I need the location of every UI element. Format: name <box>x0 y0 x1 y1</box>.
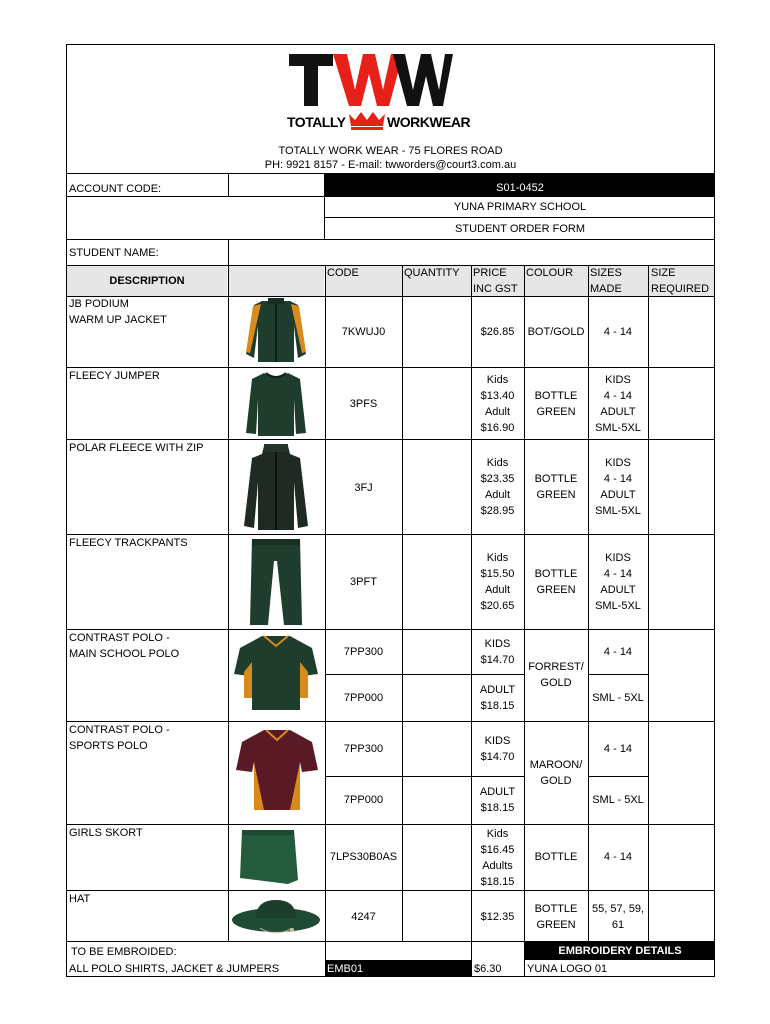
item-colour: BOTTLE GREEN <box>534 568 578 596</box>
embroidery-details-value: YUNA LOGO 01 <box>527 963 608 975</box>
column-sizes-made: SIZES MADE <box>590 267 622 295</box>
trackpants-image <box>244 537 308 627</box>
item-description: FLEECY TRACKPANTS <box>69 537 188 549</box>
account-code-field[interactable] <box>228 173 325 196</box>
item-description: CONTRAST POLO - MAIN SCHOOL POLO <box>69 632 180 660</box>
item-code: 7KWUJ0 <box>341 326 386 338</box>
size-required-input[interactable] <box>649 891 714 941</box>
skort-image <box>236 828 302 886</box>
item-sizes: KIDS 4 - 14 ADULT SML-5XL <box>595 457 641 517</box>
size-required-input[interactable] <box>649 535 714 629</box>
item-description: CONTRAST POLO - SPORTS POLO <box>69 724 170 752</box>
polar-fleece-image <box>234 442 318 530</box>
hat-image <box>230 894 324 940</box>
quantity-input[interactable] <box>403 440 471 534</box>
embroidery-label: TO BE EMBROIDED: <box>71 946 177 958</box>
item-sizes: KIDS 4 - 14 ADULT SML-5XL <box>595 374 641 434</box>
item-sizes: KIDS 4 - 14 ADULT SML-5XL <box>595 552 641 612</box>
item-colour: FORREST/ GOLD <box>528 661 584 689</box>
item-price-kids: KIDS $14.70 <box>480 638 515 666</box>
item-colour: BOTTLE GREEN <box>534 903 578 931</box>
company-contact: PH: 9921 8157 - E-mail: twworders@court3.com.au <box>264 159 517 171</box>
quantity-input[interactable] <box>403 777 471 824</box>
item-description: JB PODIUM WARM UP JACKET <box>69 298 167 326</box>
quantity-input[interactable] <box>403 297 471 367</box>
item-code-kids: 7PP300 <box>343 646 384 658</box>
quantity-input[interactable] <box>403 535 471 629</box>
item-sizes-adult: SML - 5XL <box>592 692 644 704</box>
quantity-input[interactable] <box>403 891 471 941</box>
item-sizes-kids: 4 - 14 <box>603 646 633 658</box>
item-description: HAT <box>69 893 91 905</box>
embroidery-code: EMB01 <box>327 963 364 975</box>
item-price: $26.85 <box>480 326 515 338</box>
item-description: FLEECY JUMPER <box>69 370 160 382</box>
item-price: Kids $23.35 Adult $28.95 <box>480 457 515 517</box>
item-price: Kids $13.40 Adult $16.90 <box>480 374 515 434</box>
jacket-image <box>236 296 316 364</box>
size-required-input[interactable] <box>649 825 714 890</box>
item-price-adult: ADULT $18.15 <box>479 786 516 814</box>
item-colour: MAROON/ GOLD <box>529 759 583 787</box>
item-colour: BOTTLE <box>534 851 578 863</box>
item-description: POLAR FLEECE WITH ZIP <box>69 442 204 454</box>
item-code: 7LPS30B0AS <box>329 851 398 863</box>
quantity-input[interactable] <box>403 675 471 721</box>
item-code-adult: 7PP000 <box>343 692 384 704</box>
item-code: 3PFT <box>350 576 377 588</box>
quantity-input[interactable] <box>403 368 471 439</box>
account-code-label: ACCOUNT CODE: <box>69 183 162 195</box>
school-name: YUNA PRIMARY SCHOOL <box>453 201 587 213</box>
size-required-input[interactable] <box>649 440 714 534</box>
item-price-adult: ADULT $18.15 <box>479 684 516 712</box>
column-quantity: QUANTITY <box>404 267 460 279</box>
quantity-input[interactable] <box>403 630 471 674</box>
item-colour: BOT/GOLD <box>527 326 585 338</box>
item-sizes-adult: SML - 5XL <box>592 794 644 806</box>
form-title: STUDENT ORDER FORM <box>455 223 585 235</box>
item-sizes: 55, 57, 59, 61 <box>592 903 644 931</box>
jumper-image <box>236 369 316 437</box>
size-required-input[interactable] <box>649 297 714 367</box>
column-colour: COLOUR <box>526 267 574 279</box>
item-code-adult: 7PP000 <box>343 794 384 806</box>
company-logo <box>285 52 471 134</box>
item-colour: BOTTLE GREEN <box>534 473 578 501</box>
item-price: $12.35 <box>480 911 515 923</box>
item-price: Kids $15.50 Adult $20.65 <box>480 552 515 612</box>
logo-sub-left: TOTALLY <box>287 114 346 130</box>
size-required-input[interactable] <box>649 722 714 824</box>
embroidery-quantity-input[interactable] <box>402 942 471 960</box>
column-code: CODE <box>327 267 359 279</box>
quantity-input[interactable] <box>403 825 471 890</box>
column-description: DESCRIPTION <box>109 275 185 287</box>
account-code-value-field[interactable] <box>66 196 325 239</box>
embroidery-price: $6.30 <box>474 963 502 975</box>
item-description: GIRLS SKORT <box>69 827 143 839</box>
item-code: 4247 <box>351 911 376 923</box>
column-size-required: SIZE REQUIRED <box>651 267 710 295</box>
item-price: Kids $16.45 Adults $18.15 <box>480 828 515 888</box>
item-sizes: 4 - 14 <box>603 851 633 863</box>
item-code: 3PFS <box>349 398 378 410</box>
item-code-kids: 7PP300 <box>343 743 384 755</box>
item-sizes: 4 - 14 <box>603 326 633 338</box>
item-colour: BOTTLE GREEN <box>534 390 578 418</box>
embroidery-details-title: EMBROIDERY DETAILS <box>558 945 682 957</box>
quantity-input[interactable] <box>403 722 471 776</box>
item-sizes-kids: 4 - 14 <box>603 743 633 755</box>
size-required-input[interactable] <box>649 368 714 439</box>
item-price-kids: KIDS $14.70 <box>480 735 515 763</box>
student-name-field[interactable] <box>228 239 715 265</box>
size-required-input[interactable] <box>649 630 714 721</box>
green-polo-image <box>232 632 320 712</box>
school-code: S01-0452 <box>496 182 544 194</box>
column-price: PRICE INC GST <box>473 267 518 295</box>
company-address: TOTALLY WORK WEAR - 75 FLORES ROAD <box>278 145 503 157</box>
student-name-label: STUDENT NAME: <box>69 247 159 259</box>
item-code: 3FJ <box>354 482 373 494</box>
maroon-polo-image <box>234 726 320 812</box>
logo-sub-right: WORKWEAR <box>387 114 471 130</box>
embroidery-label-detail: ALL POLO SHIRTS, JACKET & JUMPERS <box>69 963 280 975</box>
